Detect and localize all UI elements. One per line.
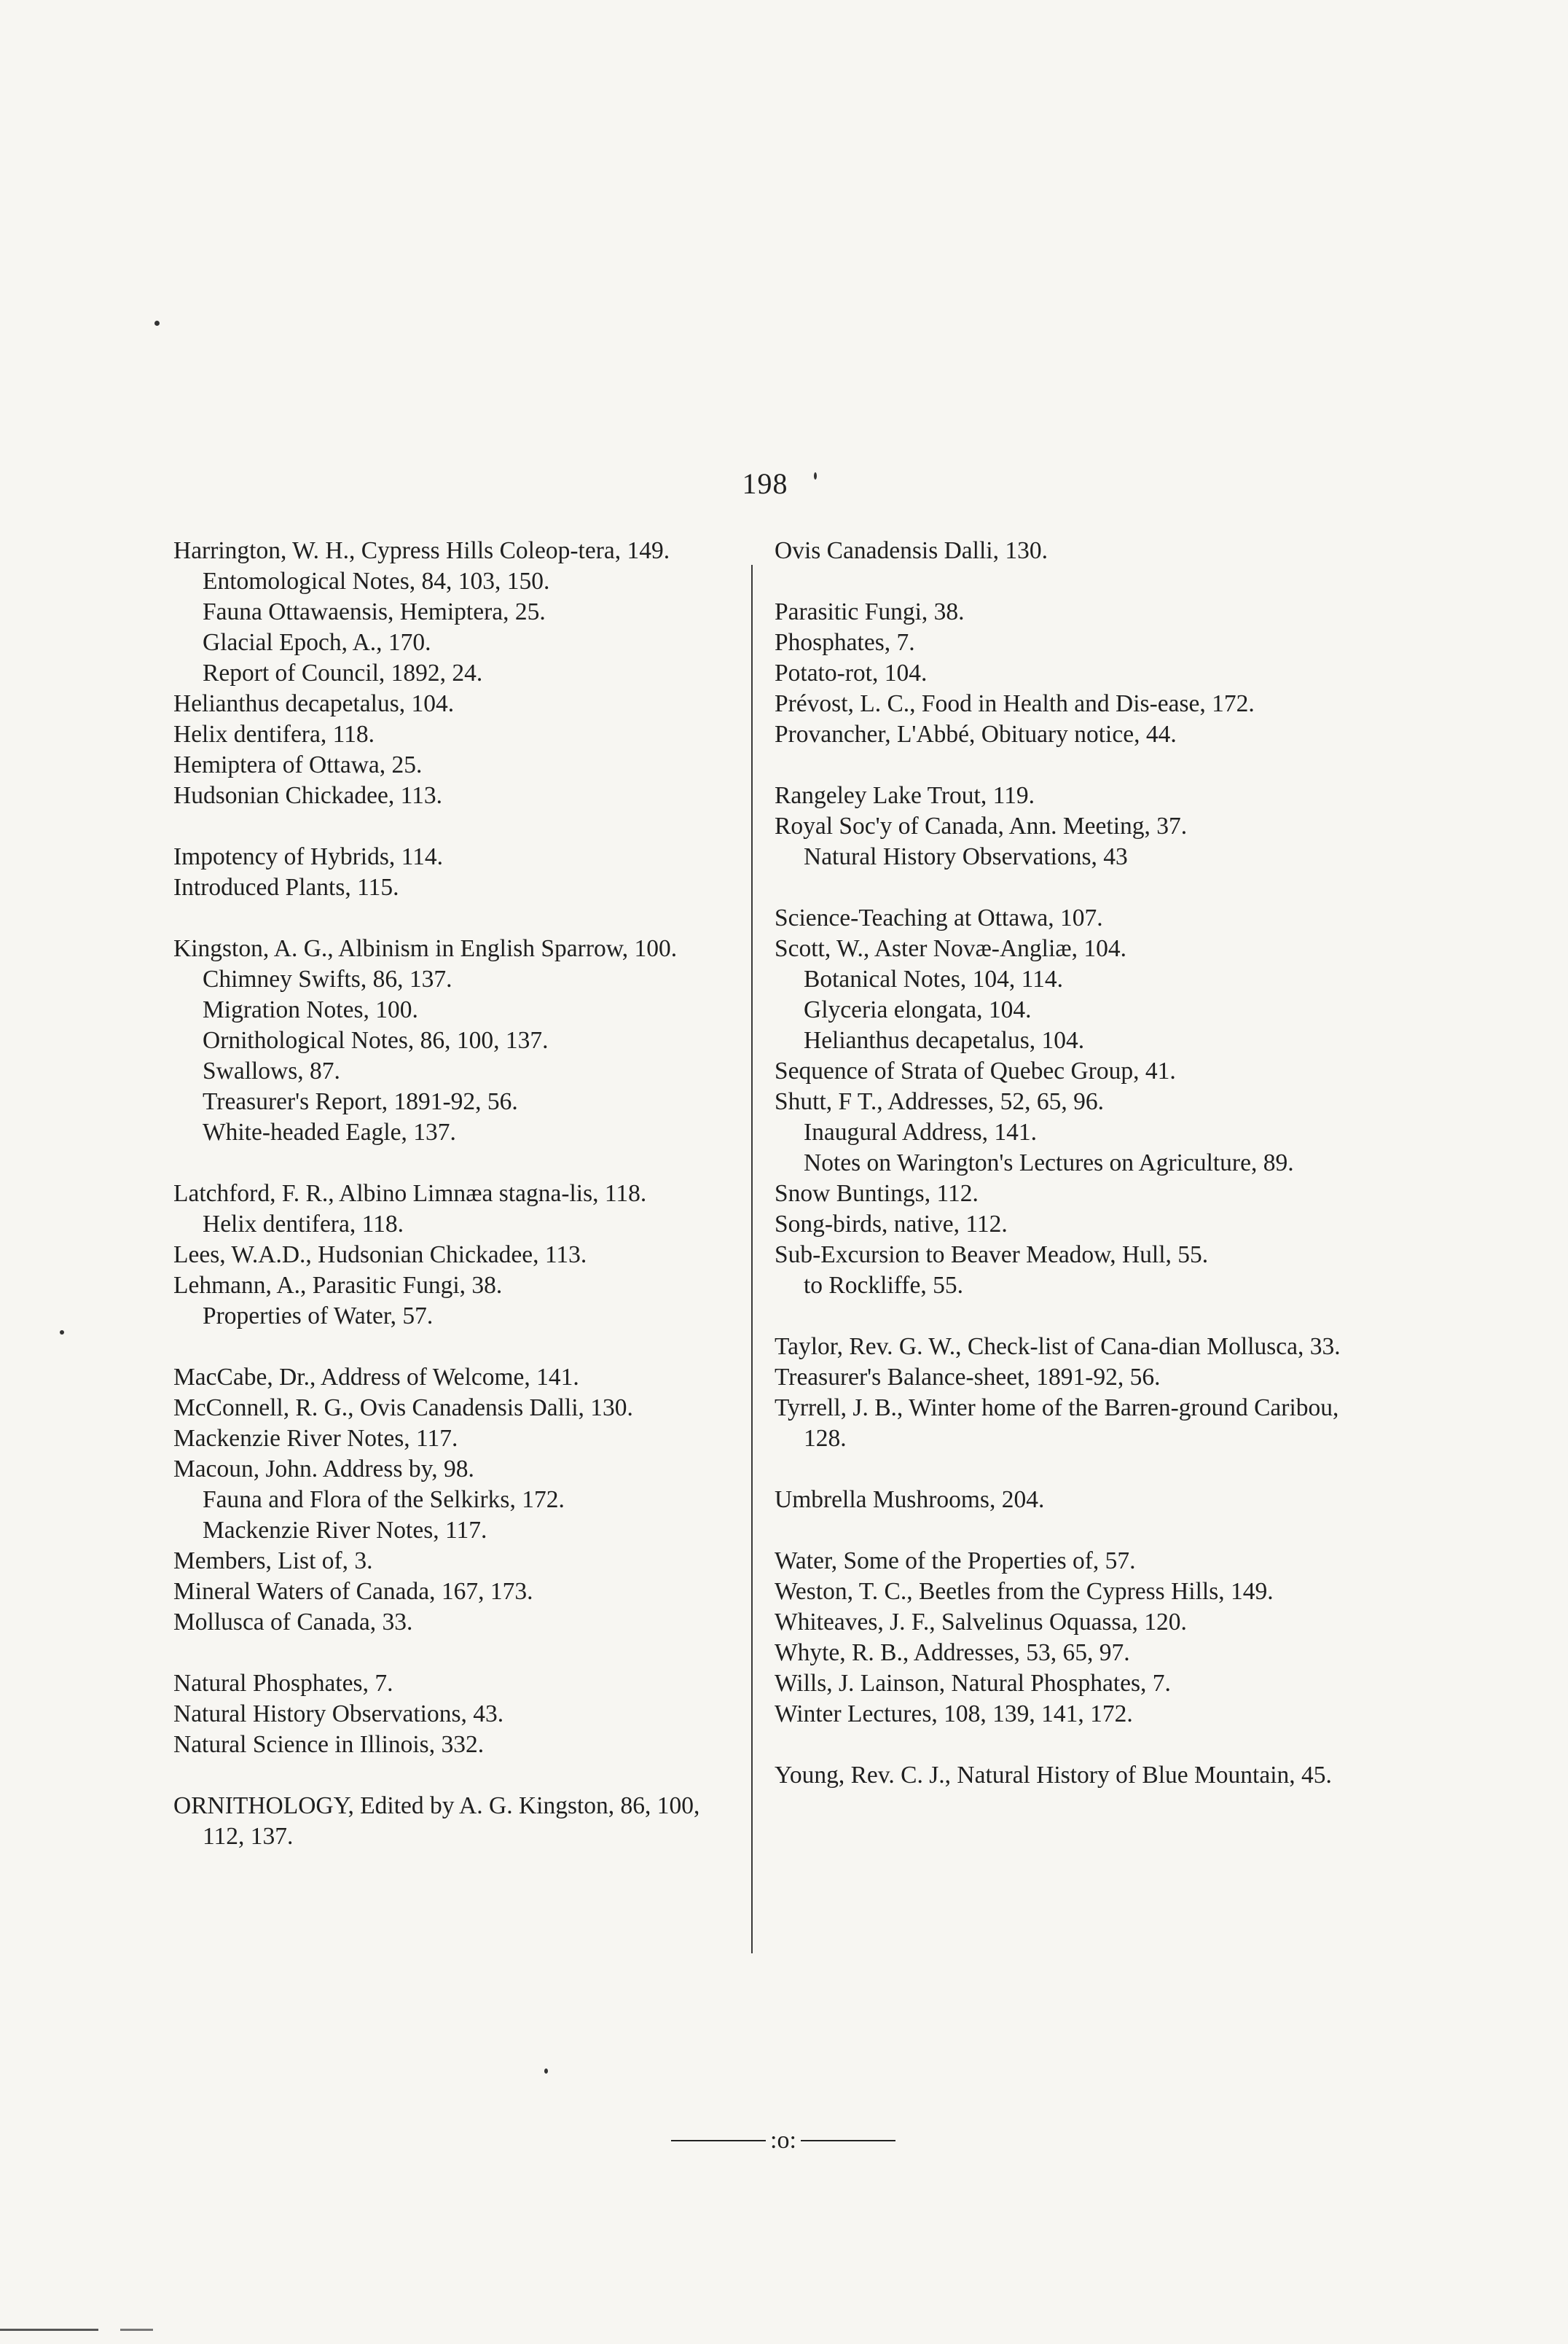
index-entry: Ornithological Notes, 86, 100, 137. xyxy=(203,1027,549,1054)
index-entry: Kingston, A. G., Albinism in English Sparrow, 100. xyxy=(173,935,678,962)
index-entry: Wills, J. Lainson, Natural Phosphates, 7. xyxy=(775,1670,1171,1697)
index-entry: Ovis Canadensis Dalli, 130. xyxy=(775,537,1048,564)
index-entry: Natural Phosphates, 7. xyxy=(173,1670,393,1697)
index-column-right xyxy=(775,536,1343,1791)
index-entry: Young, Rev. C. J., Natural History of Blue Mountain, 45. xyxy=(775,1762,1332,1789)
index-entry: Helianthus decapetalus, 104. xyxy=(804,1027,1085,1054)
scan-speck xyxy=(60,1330,64,1335)
index-entry: MacCabe, Dr., Address of Welcome, 141. xyxy=(173,1364,579,1391)
index-entry: Swallows, 87. xyxy=(203,1058,340,1085)
scan-edge-artifact xyxy=(0,2329,219,2331)
index-entry: Fauna and Flora of the Selkirks, 172. xyxy=(203,1486,565,1513)
page-number: 198 xyxy=(742,467,788,500)
index-entry: Helianthus decapetalus, 104. xyxy=(173,690,455,717)
index-entry: Prévost, L. C., Food in Health and Dis-ease, 172. xyxy=(775,690,1255,717)
index-entry: Snow Buntings, 112. xyxy=(775,1180,979,1207)
index-column-left xyxy=(173,536,734,1852)
index-entry: Latchford, F. R., Albino Limnæa stagna-lis, 118. xyxy=(173,1180,647,1207)
index-entry: Fauna Ottawaensis, Hemiptera, 25. xyxy=(203,598,546,625)
ornament-rule-left xyxy=(671,2140,766,2141)
index-entry: Glyceria elongata, 104. xyxy=(804,996,1032,1023)
index-entry: Lees, W.A.D., Hudsonian Chickadee, 113. xyxy=(173,1241,587,1268)
index-entry: Members, List of, 3. xyxy=(173,1547,373,1574)
index-entry: Provancher, L'Abbé, Obituary notice, 44. xyxy=(775,721,1177,748)
index-entry: Royal Soc'y of Canada, Ann. Meeting, 37. xyxy=(775,813,1188,840)
index-entry: Inaugural Address, 141. xyxy=(804,1119,1038,1146)
index-entry: White-headed Eagle, 137. xyxy=(203,1119,456,1146)
index-entry: Natural Science in Illinois, 332. xyxy=(173,1731,485,1758)
index-entry: Report of Council, 1892, 24. xyxy=(203,660,483,687)
index-entry: Chimney Swifts, 86, 137. xyxy=(203,966,452,993)
index-entry: Harrington, W. H., Cypress Hills Coleop-tera, 149. xyxy=(173,537,670,564)
index-entry: Macoun, John. Address by, 98. xyxy=(173,1456,474,1482)
index-entry: to Rockliffe, 55. xyxy=(804,1272,963,1299)
index-entry: Mineral Waters of Canada, 167, 173. xyxy=(173,1578,533,1605)
index-entry: Sequence of Strata of Quebec Group, 41. xyxy=(775,1058,1176,1085)
index-entry: Hudsonian Chickadee, 113. xyxy=(173,782,443,809)
index-entry: Migration Notes, 100. xyxy=(203,996,418,1023)
index-entry: Natural History Observations, 43 xyxy=(804,843,1128,870)
index-entry: Mackenzie River Notes, 117. xyxy=(173,1425,458,1452)
index-entry: Helix dentifera, 118. xyxy=(173,721,375,748)
index-entry: Introduced Plants, 115. xyxy=(173,874,399,901)
index-entry: Umbrella Mushrooms, 204. xyxy=(775,1486,1045,1513)
index-entry: Rangeley Lake Trout, 119. xyxy=(775,782,1035,809)
index-entry: Lehmann, A., Parasitic Fungi, 38. xyxy=(173,1272,503,1299)
index-entry: Mollusca of Canada, 33. xyxy=(173,1609,413,1636)
index-entry: Scott, W., Aster Novæ-Angliæ, 104. xyxy=(775,935,1126,962)
index-entry: McConnell, R. G., Ovis Canadensis Dalli, 130. xyxy=(173,1394,633,1421)
index-entry: Taylor, Rev. G. W., Check-list of Cana-dian Mollusca, 33. xyxy=(775,1333,1341,1360)
index-entry: Tyrrell, J. B., Winter home of the Barren-ground Caribou, 128. xyxy=(775,1394,1339,1452)
index-entry: Impotency of Hybrids, 114. xyxy=(173,843,443,870)
index-entry: Treasurer's Balance-sheet, 1891-92, 56. xyxy=(775,1364,1161,1391)
index-entry: Parasitic Fungi, 38. xyxy=(775,598,965,625)
ornament-mark: :o: xyxy=(770,2127,796,2154)
index-entry: Shutt, F T., Addresses, 52, 65, 96. xyxy=(775,1088,1104,1115)
index-entry: Mackenzie River Notes, 117. xyxy=(203,1517,487,1544)
index-entry: Sub-Excursion to Beaver Meadow, Hull, 55. xyxy=(775,1241,1209,1268)
index-entry: Potato-rot, 104. xyxy=(775,660,928,687)
index-entry: Phosphates, 7. xyxy=(775,629,915,656)
index-entry: Entomological Notes, 84, 103, 150. xyxy=(203,568,550,595)
scan-speck xyxy=(544,2068,548,2074)
index-entry: Weston, T. C., Beetles from the Cypress Hills, 149. xyxy=(775,1578,1274,1605)
end-ornament xyxy=(659,2127,907,2154)
column-divider xyxy=(751,565,753,1953)
index-entry: Water, Some of the Properties of, 57. xyxy=(775,1547,1136,1574)
scan-speck xyxy=(814,472,817,480)
index-entry: Glacial Epoch, A., 170. xyxy=(203,629,431,656)
index-entry: Whyte, R. B., Addresses, 53, 65, 97. xyxy=(775,1639,1130,1666)
scan-speck xyxy=(154,321,160,326)
ornament-rule-right xyxy=(801,2140,895,2141)
index-entry: Science-Teaching at Ottawa, 107. xyxy=(775,905,1103,931)
index-entry: Song-birds, native, 112. xyxy=(775,1211,1008,1238)
index-entry: Helix dentifera, 118. xyxy=(203,1211,404,1238)
index-entry: Whiteaves, J. F., Salvelinus Oquassa, 120. xyxy=(775,1609,1187,1636)
index-entry: Winter Lectures, 108, 139, 141, 172. xyxy=(775,1700,1133,1727)
index-entry: Notes on Warington's Lectures on Agriculture, 89. xyxy=(804,1149,1294,1176)
index-entry: Properties of Water, 57. xyxy=(203,1302,434,1329)
index-entry: Botanical Notes, 104, 114. xyxy=(804,966,1064,993)
index-entry: ORNITHOLOGY, Edited by A. G. Kingston, 86, 100, 112, 137. xyxy=(173,1792,700,1850)
index-entry: Treasurer's Report, 1891-92, 56. xyxy=(203,1088,518,1115)
index-entry: Natural History Observations, 43. xyxy=(173,1700,504,1727)
index-entry: Hemiptera of Ottawa, 25. xyxy=(173,751,423,778)
